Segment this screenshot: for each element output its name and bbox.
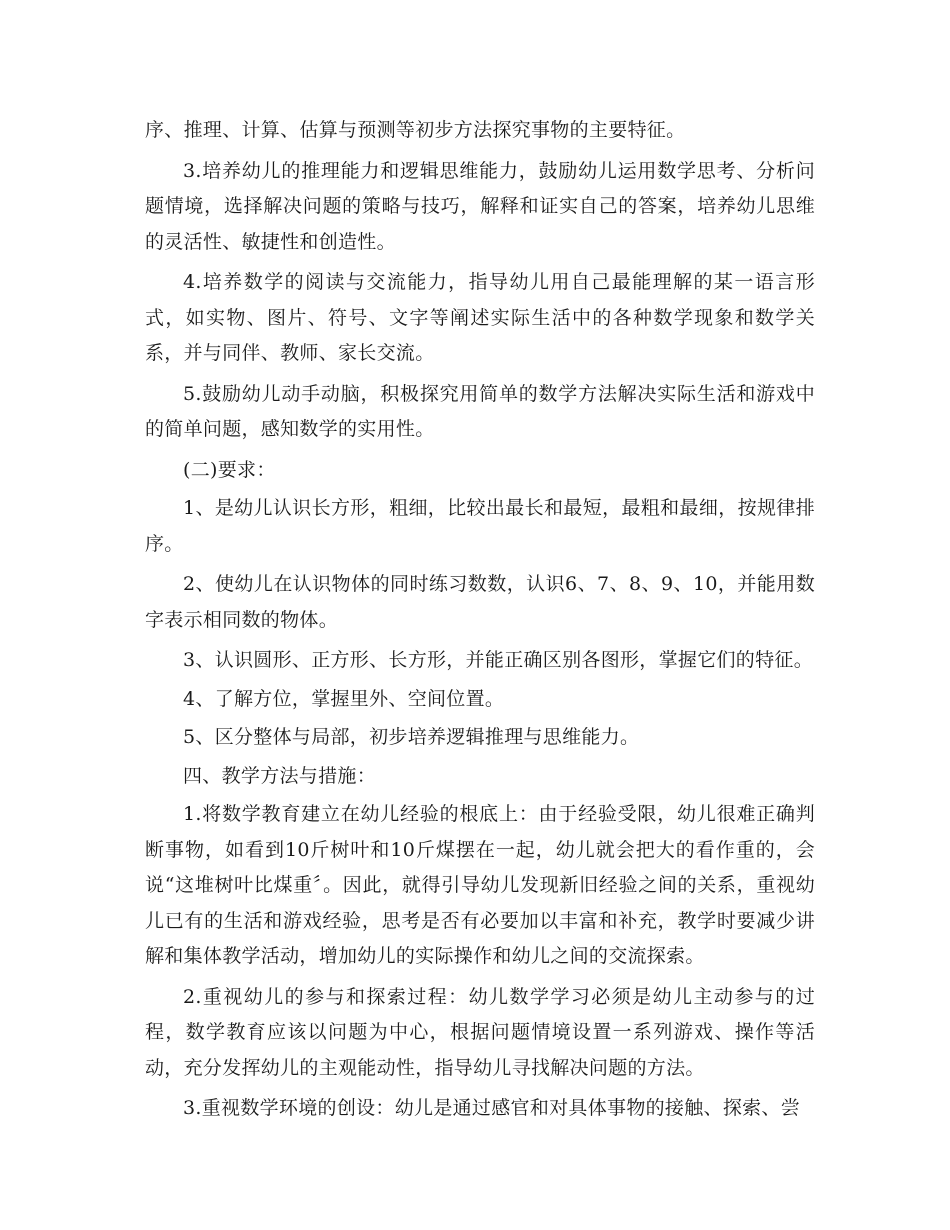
- requirement-3: 3、认识圆形、正方形、长方形，并能正确区别各图形，掌握它们的特征。: [183, 649, 813, 671]
- requirement-4: 4、了解方位，掌握里外、空间位置。: [183, 687, 505, 710]
- method-3: 3.重视数学环境的创设：幼儿是通过感官和对具体事物的接触、探索、尝: [183, 1097, 801, 1119]
- paragraph-continuation: 序、推理、计算、估算与预测等初步方法探究事物的主要特征。: [145, 119, 686, 141]
- section-heading-methods: 四、教学方法与措施：: [183, 764, 377, 787]
- requirement-2: 2、使幼儿在认识物体的同时练习数数，认识6、7、8、9、10，并能用数字表示相同数的物体。: [145, 573, 815, 631]
- paragraph-goal-4: 4.培养数学的阅读与交流能力，指导幼儿用自己最能理解的某一语言形式，如实物、图片、符号、文字等阐述实际生活中的各种数学现象和数学关系，并与同伴、教师、家长交流。: [145, 271, 815, 364]
- method-2: 2.重视幼儿的参与和探索过程：幼儿数学学习必须是幼儿主动参与的过程，数学教育应该以问题为中心，根据问题情境设置一系列游戏、操作等活动，充分发挥幼儿的主观能动性，指导幼儿寻找解决问题的方法。: [145, 985, 815, 1079]
- requirement-1: 1、是幼儿认识长方形，粗细，比较出最长和最短，最粗和最细，按规律排序。: [145, 497, 815, 555]
- requirement-5: 5、区分整体与局部，初步培养逻辑推理与思维能力。: [183, 726, 640, 748]
- paragraph-goal-5: 5.鼓励幼儿动手动脑，积极探究用简单的数学方法解决实际生活和游戏中的简单问题，感知数学的实用性。: [145, 382, 815, 440]
- section-heading-requirements: (二)要求：: [183, 458, 276, 481]
- method-1: 1.将数学教育建立在幼儿经验的根底上：由于经验受限，幼儿很难正确判断事物，如看到10斤树叶和10斤煤摆在一起，幼儿就会把大的看作重的，会说“这堆树叶比煤重〞。因此，就得引导幼儿发现新旧经验之间的关系，重视幼儿已有的生活和游戏经验，思考是否有必要加以丰富和补充，教学时要减少讲解和集体教学活动，增加幼儿的实际操作和幼儿之间的交流探索。: [145, 803, 815, 967]
- document-body: [145, 113, 815, 1132]
- paragraph-goal-3: 3.培养幼儿的推理能力和逻辑思维能力，鼓励幼儿运用数学思考、分析问题情境，选择解决问题的策略与技巧，解释和证实自己的答案，培养幼儿思维的灵活性、敏捷性和创造性。: [145, 159, 815, 253]
